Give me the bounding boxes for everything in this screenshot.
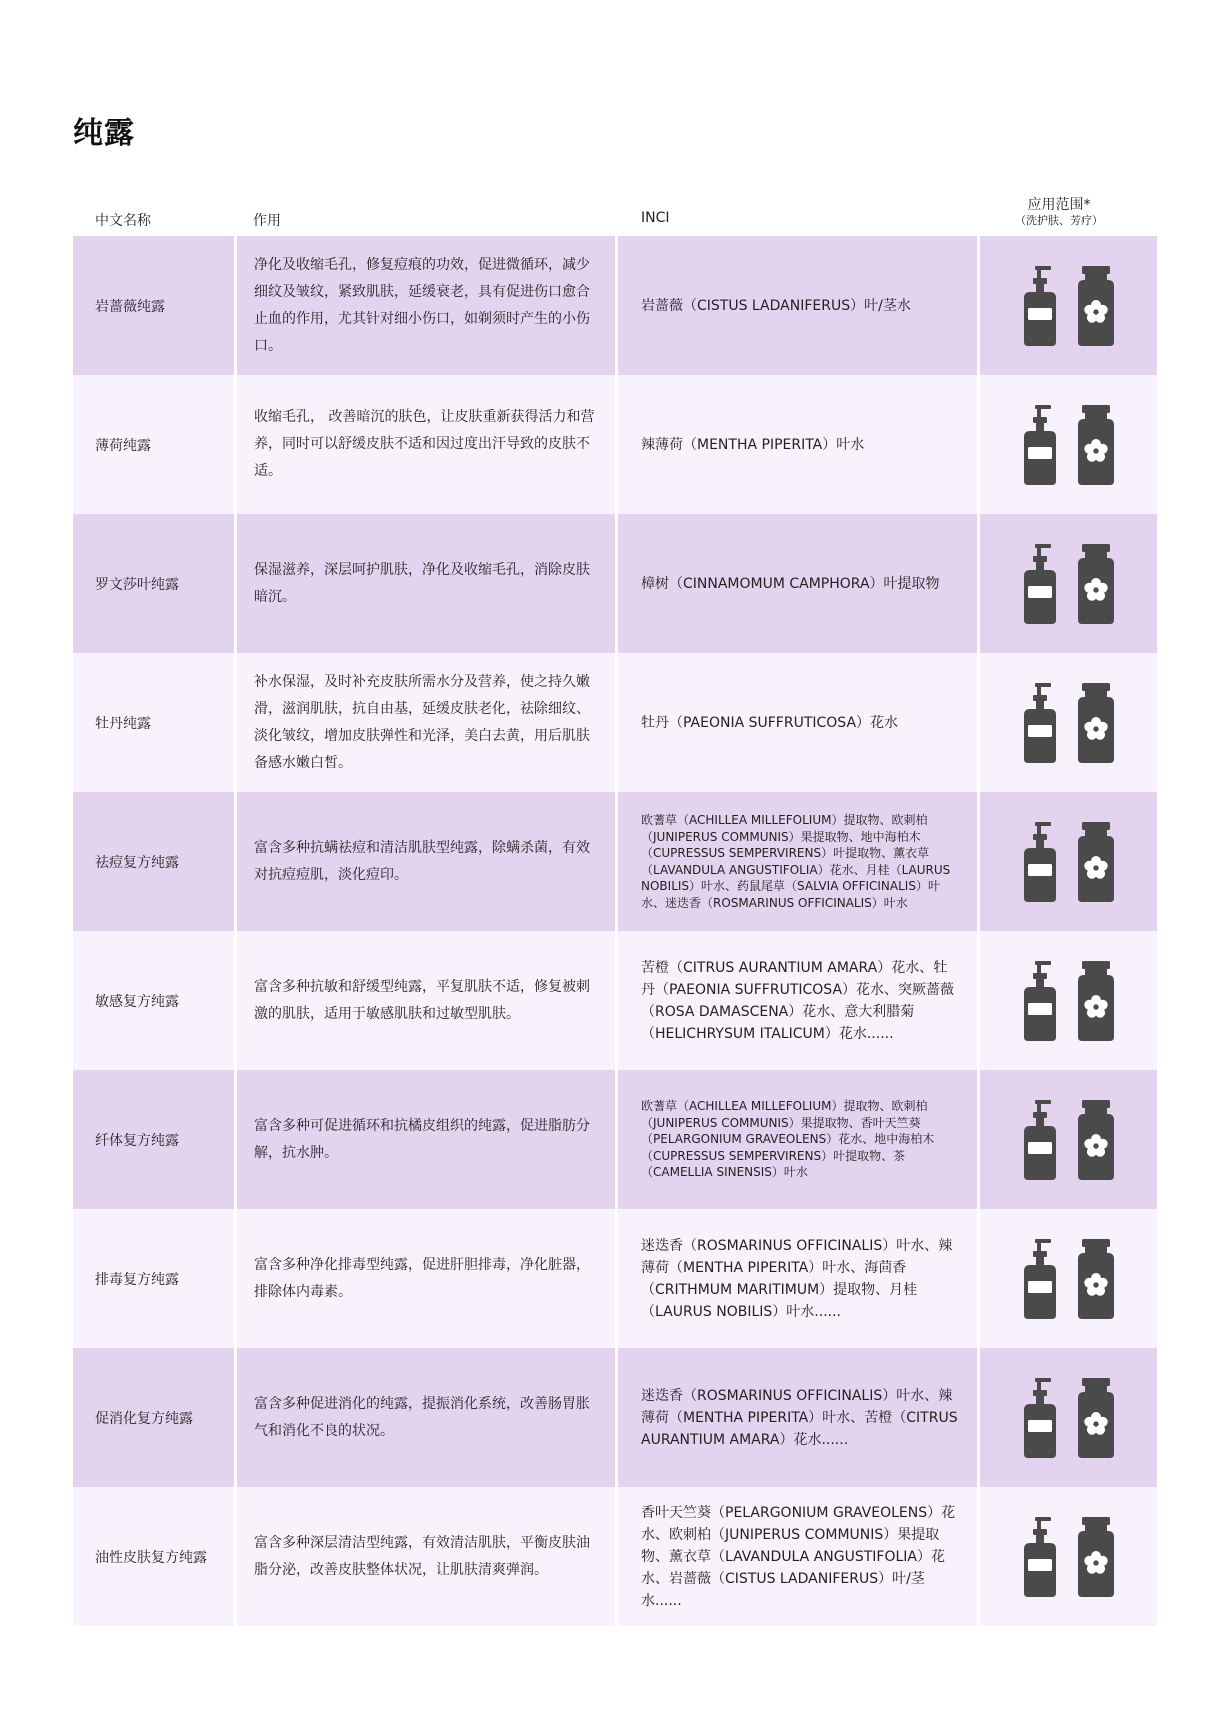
header-scope — [979, 198, 1139, 228]
row-effect: 富含多种可促进循环和抗橘皮组织的纯露，促进脂肪分解，抗水肿。 — [254, 1117, 590, 1161]
row-inci: 欧蓍草（ACHILLEA MILLEFOLIUM）提取物、欧刺柏（JUNIPERUS COMMUNIS）果提取物、地中海柏木（CUPRESSUS SEMPERVIRENS）叶提取物、薰衣草（LAVANDULA ANGUSTIFOLIA）花水、月桂（LAURUS NOBILIS）叶水、药鼠尾草（SALVIA OFFICINALIS）叶水、迷迭香（ROSMARINUS OFFICINALIS）叶水 — [641, 813, 951, 910]
flower-bottle-icon — [1078, 544, 1114, 624]
row-inci: 迷迭香（ROSMARINUS OFFICINALIS）叶水、辣薄荷（MENTHA PIPERITA）叶水、苦橙（CITRUS AURANTIUM AMARA）花水...... — [641, 1387, 958, 1448]
flower-bottle-icon — [1078, 1100, 1114, 1180]
pump-bottle-icon — [1024, 405, 1058, 485]
row-inci: 欧蓍草（ACHILLEA MILLEFOLIUM）提取物、欧刺柏（JUNIPERUS COMMUNIS）果提取物、香叶天竺葵（PELARGONIUM GRAVEOLENS）花水、地中海柏木（CUPRESSUS SEMPERVIRENS）叶提取物、茶（CAMELLIA SINENSIS）叶水 — [641, 1099, 935, 1180]
row-name: 敏感复方纯露 — [95, 993, 179, 1010]
cell-name — [73, 375, 234, 514]
table-row — [73, 792, 1157, 931]
cell-name — [73, 1209, 234, 1348]
pump-bottle-icon — [1024, 961, 1058, 1041]
flower-bottle-icon — [1078, 1239, 1114, 1319]
cell-effect — [237, 236, 615, 375]
table-row — [73, 236, 1157, 375]
cell-scope — [980, 1070, 1157, 1209]
row-name: 岩蔷薇纯露 — [95, 298, 165, 315]
cell-inci — [618, 1487, 977, 1626]
pump-bottle-icon — [1024, 822, 1058, 902]
header-scope-title: 应用范围* — [1027, 197, 1091, 213]
table-row — [73, 653, 1157, 792]
cell-name — [73, 1070, 234, 1209]
header-effect: 作用 — [253, 213, 281, 229]
cell-effect — [237, 931, 615, 1070]
cell-scope — [980, 792, 1157, 931]
cell-inci — [618, 931, 977, 1070]
row-effect: 富含多种抗螨祛痘和清洁肌肤型纯露，除螨杀菌，有效对抗痘痘肌，淡化痘印。 — [254, 839, 590, 883]
row-inci: 香叶天竺葵（PELARGONIUM GRAVEOLENS）花水、欧刺柏（JUNIPERUS COMMUNIS）果提取物、薰衣草（LAVANDULA ANGUSTIFOLIA）花水、岩蔷薇（CISTUS LADANIFERUS）叶/茎水...... — [641, 1504, 956, 1609]
cell-effect — [237, 792, 615, 931]
row-inci: 辣薄荷（MENTHA PIPERITA）叶水 — [641, 436, 865, 453]
cell-scope — [980, 1209, 1157, 1348]
cell-inci — [618, 514, 977, 653]
cell-inci — [618, 236, 977, 375]
flower-bottle-icon — [1078, 1517, 1114, 1597]
header-scope-subtitle: （洗护肤、芳疗） — [1015, 214, 1103, 227]
row-effect: 收缩毛孔， 改善暗沉的肤色，让皮肤重新获得活力和营养，同时可以舒缓皮肤不适和因过度出汗导致的皮肤不适。 — [254, 409, 595, 479]
row-effect: 净化及收缩毛孔，修复痘痕的功效，促进微循环，减少细纹及皱纹，紧致肌肤，延缓衰老，具有促进伤口愈合止血的作用，尤其针对细小伤口，如剃须时产生的小伤口。 — [254, 256, 590, 354]
row-effect: 富含多种抗敏和舒缓型纯露，平复肌肤不适，修复被刺激的肌肤，适用于敏感肌肤和过敏型肌肤。 — [254, 978, 590, 1022]
cell-scope — [980, 1348, 1157, 1487]
cell-name — [73, 236, 234, 375]
row-name: 罗文莎叶纯露 — [95, 576, 179, 593]
flower-bottle-icon — [1078, 961, 1114, 1041]
row-inci: 牡丹（PAEONIA SUFFRUTICOSA）花水 — [641, 714, 899, 731]
table-row — [73, 375, 1157, 514]
pump-bottle-icon — [1024, 266, 1058, 346]
header-name: 中文名称 — [95, 213, 151, 229]
flower-bottle-icon — [1078, 822, 1114, 902]
hydrosol-table — [73, 236, 1157, 1626]
cell-effect — [237, 1348, 615, 1487]
flower-bottle-icon — [1078, 683, 1114, 763]
cell-inci — [618, 653, 977, 792]
row-name: 薄荷纯露 — [95, 437, 151, 454]
cell-name — [73, 1487, 234, 1626]
cell-name — [73, 792, 234, 931]
cell-effect — [237, 653, 615, 792]
row-effect: 富含多种深层清洁型纯露，有效清洁肌肤，平衡皮肤油脂分泌，改善皮肤整体状况，让肌肤清爽弹润。 — [254, 1534, 590, 1578]
row-effect: 富含多种促进消化的纯露，提振消化系统，改善肠胃胀气和消化不良的状况。 — [254, 1395, 590, 1439]
cell-inci — [618, 375, 977, 514]
cell-name — [73, 1348, 234, 1487]
cell-scope — [980, 931, 1157, 1070]
table-row — [73, 1209, 1157, 1348]
row-name: 促消化复方纯露 — [95, 1410, 193, 1427]
cell-inci — [618, 1348, 977, 1487]
cell-effect — [237, 1487, 615, 1626]
cell-inci — [618, 1070, 977, 1209]
row-inci: 岩蔷薇（CISTUS LADANIFERUS）叶/茎水 — [641, 297, 911, 314]
row-name: 纤体复方纯露 — [95, 1132, 179, 1149]
cell-effect — [237, 514, 615, 653]
header-inci: INCI — [641, 210, 670, 226]
pump-bottle-icon — [1024, 683, 1058, 763]
cell-effect — [237, 1070, 615, 1209]
table-row — [73, 1487, 1157, 1626]
cell-scope — [980, 236, 1157, 375]
flower-bottle-icon — [1078, 1378, 1114, 1458]
pump-bottle-icon — [1024, 544, 1058, 624]
cell-name — [73, 514, 234, 653]
cell-scope — [980, 514, 1157, 653]
row-effect: 保湿滋养，深层呵护肌肤，净化及收缩毛孔，消除皮肤暗沉。 — [254, 561, 590, 605]
cell-scope — [980, 1487, 1157, 1626]
row-inci: 苦橙（CITRUS AURANTIUM AMARA）花水、牡丹（PAEONIA SUFFRUTICOSA）花水、突厥蔷薇（ROSA DAMASCENA）花水、意大利腊菊（HELICHRYSUM ITALICUM）花水...... — [641, 959, 955, 1042]
page-title: 纯露 — [73, 116, 135, 151]
cell-effect — [237, 1209, 615, 1348]
row-name: 祛痘复方纯露 — [95, 854, 179, 871]
cell-scope — [980, 375, 1157, 514]
row-name: 排毒复方纯露 — [95, 1271, 179, 1288]
cell-name — [73, 931, 234, 1070]
cell-inci — [618, 1209, 977, 1348]
cell-effect — [237, 375, 615, 514]
table-header — [73, 190, 1157, 234]
flower-bottle-icon — [1078, 266, 1114, 346]
row-name: 牡丹纯露 — [95, 715, 151, 732]
table-row — [73, 1070, 1157, 1209]
pump-bottle-icon — [1024, 1378, 1058, 1458]
pump-bottle-icon — [1024, 1239, 1058, 1319]
table-row — [73, 514, 1157, 653]
row-inci: 迷迭香（ROSMARINUS OFFICINALIS）叶水、辣薄荷（MENTHA PIPERITA）叶水、海茴香（CRITHMUM MARITIMUM）提取物、月桂（LAURUS NOBILIS）叶水...... — [641, 1237, 953, 1320]
row-inci: 樟树（CINNAMOMUM CAMPHORA）叶提取物 — [641, 575, 940, 592]
flower-bottle-icon — [1078, 405, 1114, 485]
table-row — [73, 931, 1157, 1070]
row-effect: 富含多种净化排毒型纯露，促进肝胆排毒，净化脏器，排除体内毒素。 — [254, 1256, 590, 1300]
table-row — [73, 1348, 1157, 1487]
row-effect: 补水保湿，及时补充皮肤所需水分及营养，使之持久嫩滑，滋润肌肤，抗自由基，延缓皮肤老化，祛除细纹、淡化皱纹，增加皮肤弹性和光泽，美白去黄，用后肌肤备感水嫩白皙。 — [254, 673, 590, 771]
cell-name — [73, 653, 234, 792]
cell-scope — [980, 653, 1157, 792]
cell-inci — [618, 792, 977, 931]
pump-bottle-icon — [1024, 1517, 1058, 1597]
pump-bottle-icon — [1024, 1100, 1058, 1180]
row-name: 油性皮肤复方纯露 — [95, 1549, 207, 1566]
